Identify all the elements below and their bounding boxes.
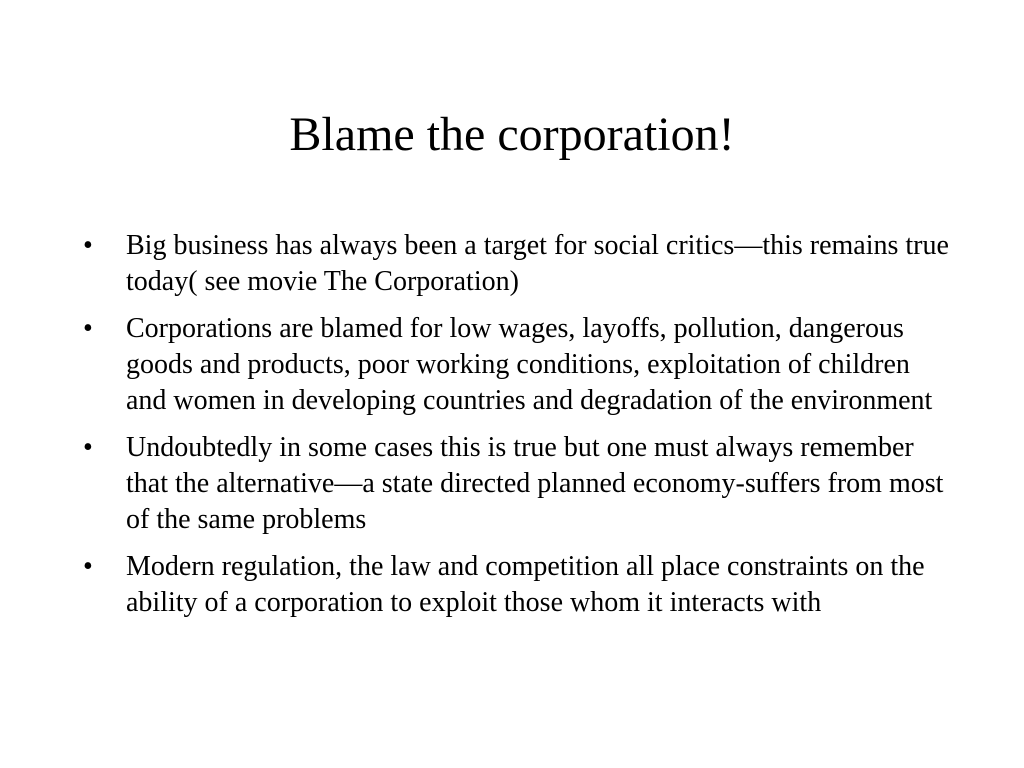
bullet-item-2 [83, 311, 953, 419]
bullet-text: Corporations are blamed for low wages, layoffs, pollution, dangerous goods and products, poor working conditions, exploitation of children and women in developing countries and degradation of the environment [126, 313, 933, 416]
bullet-list [83, 228, 953, 632]
bullet-item-1 [83, 228, 953, 300]
bullet-item-4 [83, 549, 953, 621]
bullet-icon: • [83, 313, 93, 344]
bullet-icon: • [83, 551, 93, 582]
bullet-icon: • [83, 230, 93, 261]
bullet-icon: • [83, 432, 93, 463]
bullet-item-3 [83, 430, 953, 538]
bullet-text: Modern regulation, the law and competition all place constraints on the ability of a corporation to exploit those whom it interacts with [126, 551, 925, 618]
bullet-text: Undoubtedly in some cases this is true but one must always remember that the alternative—a state directed planned economy-suffers from most of the same problems [126, 432, 944, 535]
bullet-text: Big business has always been a target for social critics—this remains true today( see movie The Corporation) [126, 230, 949, 297]
slide-title: Blame the corporation! [289, 108, 735, 161]
